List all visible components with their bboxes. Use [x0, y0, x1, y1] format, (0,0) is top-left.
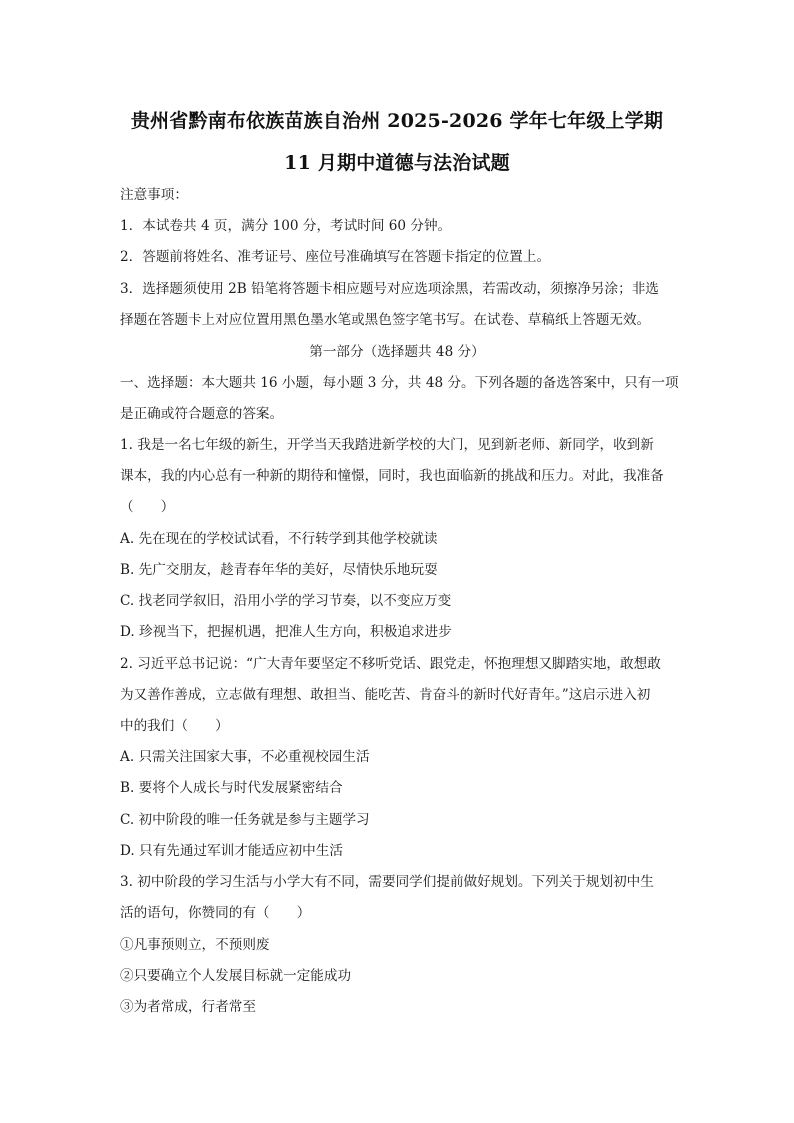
question-2-option-d: D. 只有先通过军训才能适应初中生活: [120, 843, 343, 859]
question-1-stem-line-2: 课本，我的内心总有一种新的期待和憧憬，同时，我也面临新的挑战和压力。对此，我准备: [120, 468, 664, 484]
question-1-option-d: D. 珍视当下，把握机遇，把准人生方向，积极追求进步: [120, 624, 452, 640]
exam-title-line-1: 贵州省黔南布依族苗族自治州 2025-2026 学年七年级上学期: [130, 110, 664, 132]
notice-item-3-line-2: 择题在答题卡上对应位置用黑色墨水笔或黑色签字笔书写。在试卷、草稿纸上答题无效。: [120, 312, 651, 328]
question-3-stem-line-1: 3. 初中阶段的学习生活与小学大有不同，需要同学们提前做好规划。下列关于规划初中生: [120, 874, 654, 890]
question-3-statement-2: ②只要确立个人发展目标就一定能成功: [120, 968, 352, 984]
part-one-instruction-line-2: 是正确或符合题意的答案。: [120, 406, 284, 422]
question-2-stem-line-2: 为又善作善成，立志做有理想、敢担当、能吃苦、肯奋斗的新时代好青年。”这启示进入初: [120, 687, 651, 703]
question-1-answer-blank: （ ）: [120, 499, 175, 515]
question-1-option-b: B. 先广交朋友，趁青春年华的美好，尽情快乐地玩耍: [120, 562, 438, 578]
question-2-option-b: B. 要将个人成长与时代发展紧密结合: [120, 780, 343, 796]
question-1-option-a: A. 先在现在的学校试试看，不行转学到其他学校就读: [120, 531, 438, 547]
question-3-statement-1: ①凡事预则立，不预则废: [120, 937, 270, 953]
question-2-option-a: A. 只需关注国家大事，不必重视校园生活: [120, 749, 370, 765]
notice-item-3-line-1: 3．选择题须使用 2B 铅笔将答题卡相应题号对应选项涂黑，若需改动，须擦净另涂；非选: [120, 281, 659, 297]
notice-heading: 注意事项：: [120, 187, 188, 203]
question-2-stem-line-1: 2. 习近平总书记说：“广大青年要坚定不移听党话、跟党走，怀抱理想又脚踏实地，敢想敢: [120, 656, 661, 672]
question-1-stem-line-1: 1. 我是一名七年级的新生，开学当天我踏进新学校的大门，见到新老师、新同学，收到新: [120, 437, 654, 453]
question-3-statement-3: ③为者常成，行者常至: [120, 999, 256, 1015]
part-one-heading: 第一部分（选择题共 48 分）: [309, 344, 485, 360]
exam-title-line-2: 11 月期中道德与法治试题: [284, 152, 510, 174]
question-2-stem-line-3: 中的我们（ ）: [120, 718, 229, 734]
question-1-option-c: C. 找老同学叙旧，沿用小学的学习节奏，以不变应万变: [120, 593, 452, 609]
question-2-option-c: C. 初中阶段的唯一任务就是参与主题学习: [120, 812, 370, 828]
notice-item-1: 1．本试卷共 4 页，满分 100 分，考试时间 60 分钟。: [120, 218, 452, 234]
part-one-instruction-line-1: 一、选择题：本大题共 16 小题，每小题 3 分，共 48 分。下列各题的备选答案中，只有一项: [120, 375, 679, 391]
question-3-stem-line-2: 活的语句，你赞同的有（ ）: [120, 905, 311, 921]
notice-item-2: 2．答题前将姓名、准考证号、座位号准确填写在答题卡指定的位置上。: [120, 249, 551, 265]
